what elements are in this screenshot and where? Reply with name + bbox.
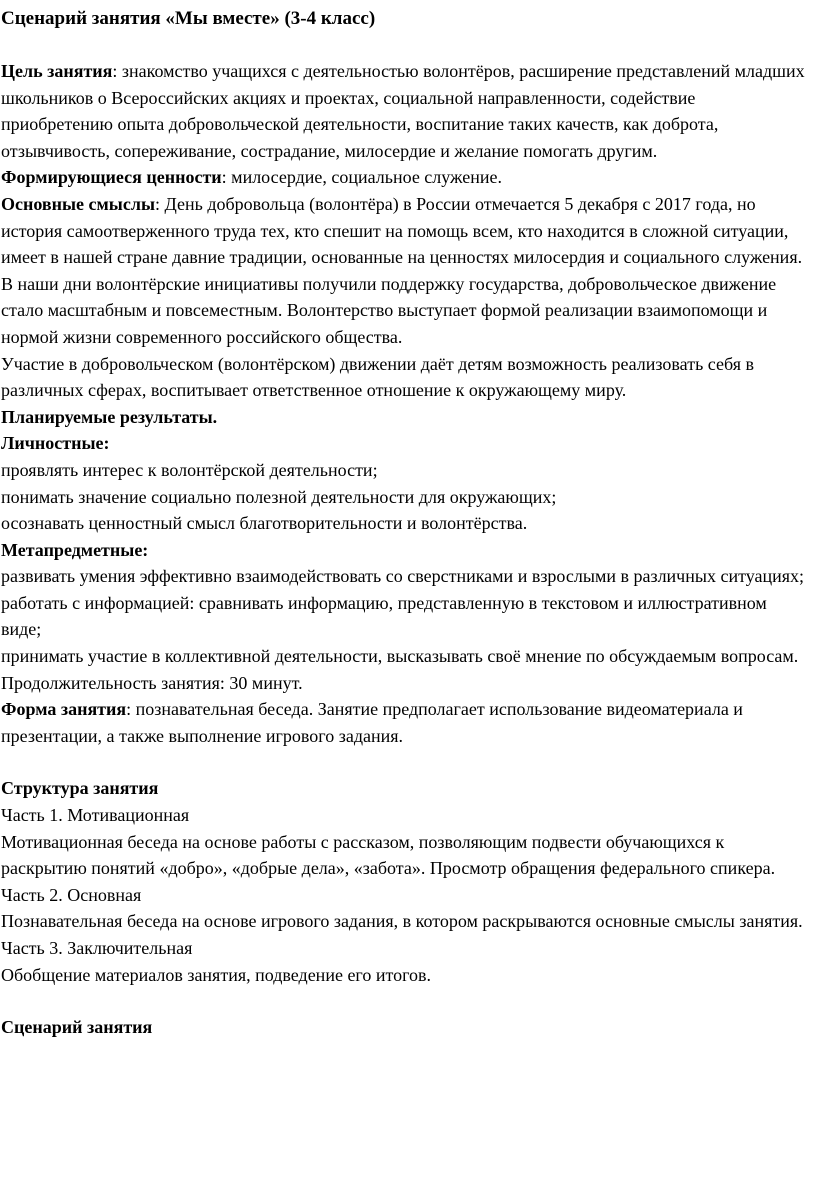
values-paragraph <box>1 164 808 191</box>
goal-text: : знакомство учащихся с деятельностью волонтёров, расширение представлений младших школьников о Всероссийских акциях и проектах, социальной направленности, содействие приобретению опыта добровольческой деятельности, воспитание таких качеств, как доброта, отзывчивость, сопереживание, сострадание, милосердие и желание помогать другим. <box>1 61 805 161</box>
list-item: принимать участие в коллективной деятельности, высказывать своё мнение по обсуждаемым вопросам. <box>1 646 799 667</box>
list-item: работать с информацией: сравнивать информацию, представленную в текстовом и иллюстративном виде; <box>1 592 767 640</box>
part-1-title: Часть 1. Мотивационная <box>1 805 190 826</box>
part-3-title: Часть 3. Заключительная <box>1 938 193 958</box>
scenario-heading-text: Сценарий занятия <box>1 1017 153 1038</box>
list-item: проявлять интерес к волонтёрской деятельности; <box>1 459 378 480</box>
spacer <box>1 32 808 58</box>
part-2-title: Часть 2. Основная <box>1 884 142 905</box>
part-2-text: Познавательная беседа на основе игрового задания, в котором раскрываются основные смыслы занятия. <box>1 911 803 932</box>
document-title: Сценарий занятия «Мы вместе» (3-4 класс) <box>1 8 376 29</box>
form-text: : познавательная беседа. Занятие предполагает использование видеоматериала и презентации, а также выполнение игрового задания. <box>1 699 743 746</box>
meanings-paragraph <box>1 191 808 351</box>
values-text: : милосердие, социальное служение. <box>221 167 502 188</box>
spacer <box>1 988 808 1014</box>
list-item: развивать умения эффективно взаимодействовать со сверстниками и взрослыми в различных ситуациях; <box>1 566 805 587</box>
values-label: Формирующиеся ценности <box>1 167 222 188</box>
goal-label: Цель занятия <box>1 61 113 81</box>
meanings-label: Основные смыслы <box>1 193 155 214</box>
part-3-text: Обобщение материалов занятия, подведение его итогов. <box>1 964 432 985</box>
results-heading <box>1 404 808 431</box>
structure-heading-text: Структура занятия <box>1 778 159 799</box>
duration-paragraph: Продолжительность занятия: 30 минут. <box>1 672 303 693</box>
results-heading-text: Планируемые результаты. <box>1 406 218 427</box>
structure-heading <box>1 775 808 802</box>
part-1-text: Мотивационная беседа на основе работы с рассказом, позволяющим подвести обучающихся к раскрытию понятий «добро», «добрые дела», «забота». Просмотр обращения федерального спикера. <box>1 831 776 879</box>
form-label: Форма занятия <box>1 699 127 720</box>
meanings-text: : День добровольца (волонтёра) в России отмечается 5 декабря с 2017 года, но история самоотверженного труда тех, кто спешит на помощь всем, кто находится в сложной ситуации, имеет в нашей стране давние традиции, основанные на ценностях милосердия и социального служения. В наши дни волонтёрские инициативы получили поддержку государства, добровольческое движение стало масштабным и повсеместным. Волонтерство выступает формой реализации взаимопомощи и нормой жизни современного российского общества. <box>1 193 803 347</box>
spacer <box>1 749 808 775</box>
list-item: осознавать ценностный смысл благотворительности и волонтёрства. <box>1 513 528 534</box>
list-item: понимать значение социально полезной деятельности для окружающих; <box>1 486 557 507</box>
meta-heading-text: Метапредметные: <box>1 539 149 560</box>
scenario-heading <box>1 1014 808 1041</box>
form-paragraph <box>1 696 808 749</box>
goal-paragraph <box>1 58 808 164</box>
meta-heading <box>1 537 808 564</box>
personal-heading-text: Личностные: <box>1 433 110 454</box>
personal-heading <box>1 430 808 457</box>
meanings-extra-paragraph: Участие в добровольческом (волонтёрском) движении даёт детям возможность реализовать себя в различных сферах, воспитывает ответственное отношение к окружающему миру. <box>1 353 754 401</box>
